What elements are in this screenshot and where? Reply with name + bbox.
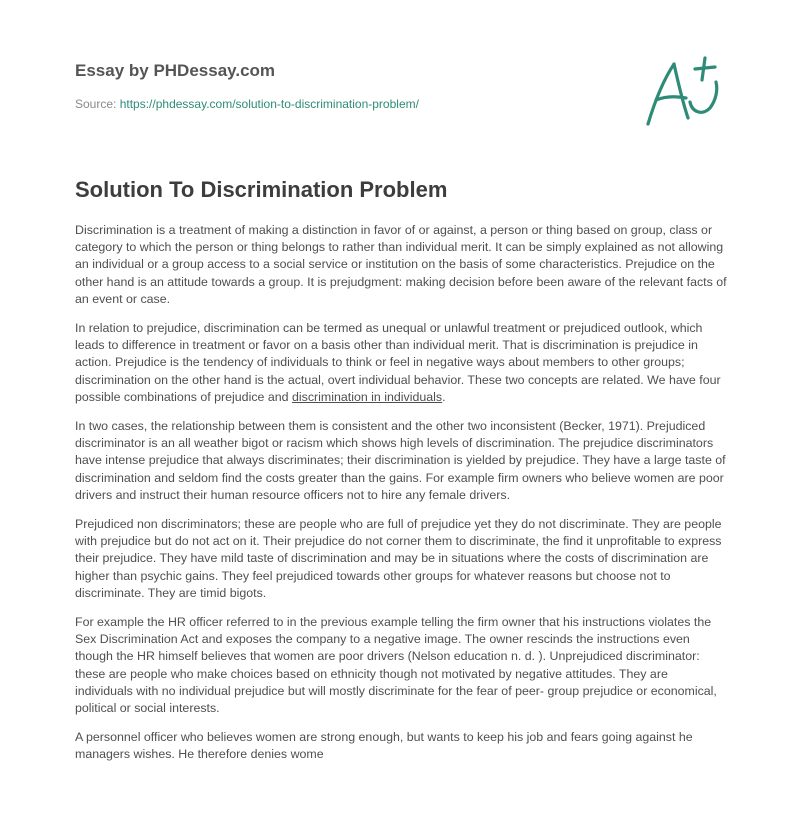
paragraph: Discrimination is a treatment of making a distinction in favor of or against, a person or thing based on group, class or category to which the person or thing belongs to rather than individual merit. It can be simply explained as not allowing an individual or a group access to a social service or institution on the basis of some characteristics. Prejudice on the other hand is an attitude towards a group. It is prejudgment: making decision before been aware of the relevant facts of an event or case. bbox=[75, 223, 727, 306]
paragraph: A personnel officer who believes women are strong enough, but wants to keep his job and fears going against he managers wishes. He therefore denies wome bbox=[75, 730, 693, 762]
brand-title: Essay by PHDessay.com bbox=[75, 61, 276, 80]
paragraph-text: In relation to prejudice, discrimination can be termed as unequal or unlawful treatment or prejudiced outlook, which leads to difference in treatment or favor on a basis other than individual merit. That is discrimination is prejudice in action. Prejudice is the tendency of individuals to think or feel in negative ways about members to other groups; discrimination on the other hand is the actual, overt individual behavior. These two concepts are related. We have four possible combinations of prejudice and bbox=[75, 321, 721, 404]
document-header bbox=[75, 60, 725, 112]
paragraph: In two cases, the relationship between them is consistent and the other two inconsistent (Becker, 1971). Prejudiced discriminator is an all weather bigot or racism which shows high levels of discrimination. The prejudice discriminators have intense prejudice that always discriminates; their discrimination is yielded by prejudice. They have a large taste of discrimination and seldom find the costs greater than the gains. For example firm owners who believe women are poor drivers and instruct their human resource officers not to hire any female drivers. bbox=[75, 419, 726, 502]
discrimination-link[interactable]: discrimination in individuals bbox=[291, 389, 443, 404]
source-line bbox=[75, 96, 725, 112]
source-label: Source: bbox=[75, 97, 120, 111]
page-title: Solution To Discrimination Problem bbox=[75, 177, 448, 202]
source-link[interactable]: https://phdessay.com/solution-to-discrimination-problem/ bbox=[119, 97, 419, 111]
paragraph-text: . bbox=[442, 389, 446, 404]
paragraph: For example the HR officer referred to in the previous example telling the firm owner that his instructions violates the Sex Discrimination Act and exposes the company to a negative image. The owner rescinds the instructions even though the HR himself believes that women are poor drivers (Nelson education n. d. ). Unprejudiced discriminator: these are people who make choices based on ethnicity though not motivated by negative attitudes. They are individuals with no individual prejudice but will mostly discriminate for the fear of peer- group prejudice or economical, political or social interests. bbox=[75, 615, 717, 716]
essay-body bbox=[75, 222, 727, 776]
a-plus-logo-icon bbox=[640, 52, 730, 132]
paragraph: Prejudiced non discriminators; these are people who are full of prejudice yet they do not discriminate. They are people with prejudice but do not act on it. Their prejudice do not corner them to discriminate, the find it unprofitable to express their prejudice. They have mild taste of discrimination and may be in situations where the costs of discrimination are higher than psychic gains. They feel prejudiced towards other groups for whatever reasons but choose not to discriminate. They are timid bigots. bbox=[75, 517, 722, 600]
paragraph bbox=[75, 320, 727, 406]
